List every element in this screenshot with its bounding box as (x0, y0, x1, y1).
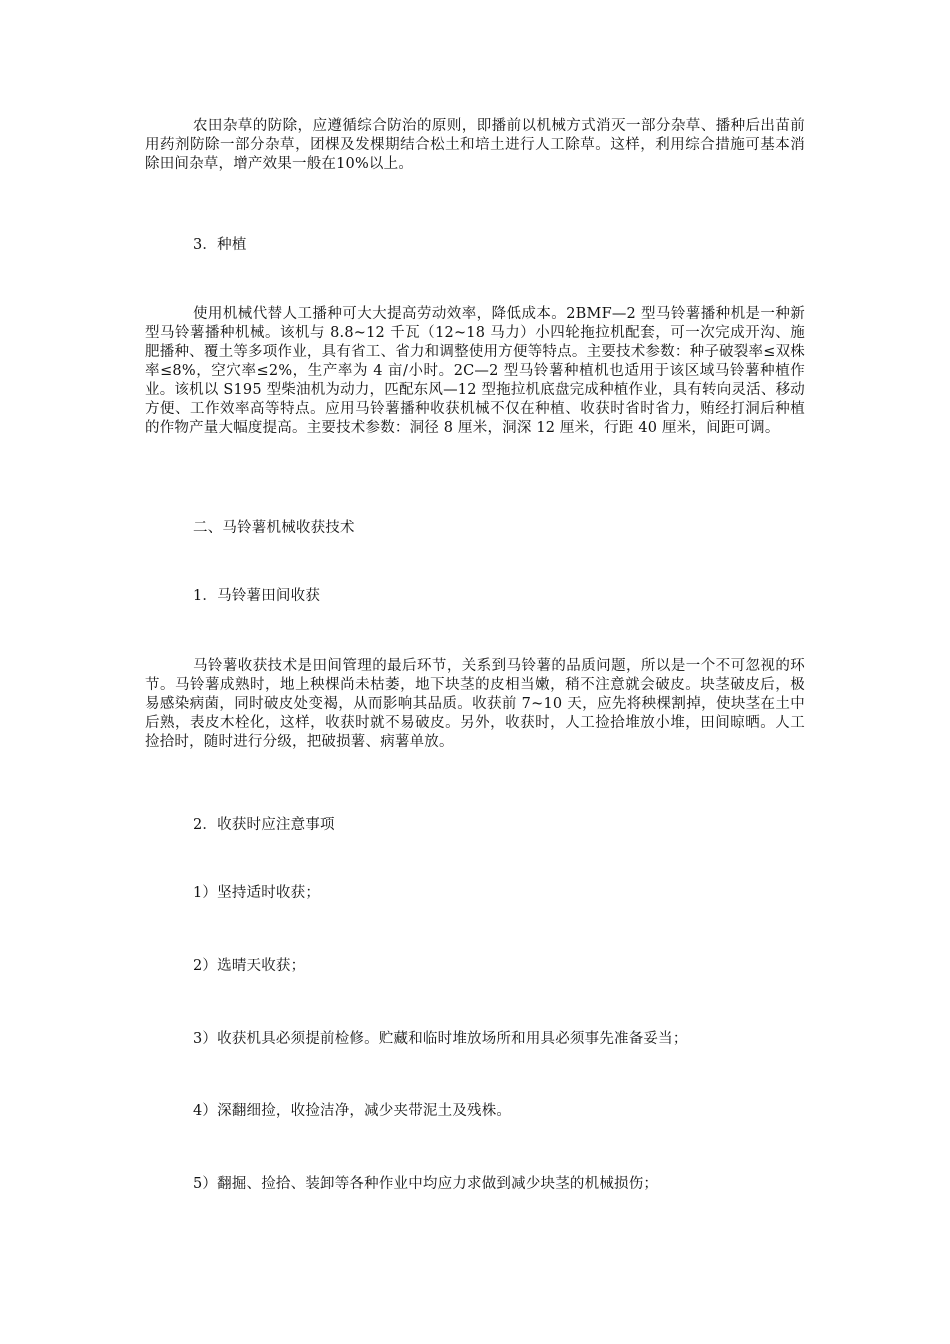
heading-planting: 3．种植 (193, 237, 247, 253)
heading-field-harvest: 1．马铃薯田间收获 (193, 588, 321, 604)
paragraph-planting: 使用机械代替人工播种可大大提高劳动效率，降低成本。2BMF—2 型马铃薯播种机是一种新型马铃薯播种机械。该机与 8.8~12 千瓦（12~18 马力）小四轮拖拉机配套，可一次完成开沟、施肥播种、覆土等多项作业，具有省工、省力和调整使用方便等特点。主要技术参数：种子破裂率≤双株率≤8%，空穴率≤2%，生产率为 4 亩/小时。2C—2 型马铃薯种植机也适用于该区域马铃薯种植作业。该机以 S195 型柴油机为动力，匹配东风—12 型拖拉机底盘完成种植作业，具有转向灵活、移动方便、工作效率高等特点。应用马铃薯播种收获机械不仅在种植、收获时省时省力，贿经打洞后种植的作物产量大幅度提高。主要技术参数：洞径 8 厘米，洞深 12 厘米，行距 40 厘米，间距可调。 (145, 306, 805, 436)
heading-harvest-notes: 2．收获时应注意事项 (193, 817, 335, 833)
paragraph-harvest: 马铃薯收获技术是田间管理的最后环节，关系到马铃薯的品质问题，所以是一个不可忽视的环节。马铃薯成熟时，地上秧棵尚未枯萎，地下块茎的皮相当嫩，稍不注意就会破皮。块茎破皮后，极易感染病菌，同时破皮处变褐，从而影响其品质。收获前 7~10 天，应先将秧棵割掉，使块茎在土中后熟，表皮木栓化，这样，收获时就不易破皮。另外，收获时，人工捡拾堆放小堆，田间晾晒。人工捡拾时，随时进行分级，把破损薯、病薯单放。 (145, 658, 805, 750)
list-item: 5）翻掘、捡拾、装卸等各种作业中均应力求做到减少块茎的机械损伤； (193, 1176, 659, 1192)
list-item: 4）深翻细捡，收捡洁净，减少夹带泥土及残株。 (193, 1103, 512, 1119)
list-item: 2）选晴天收获； (193, 958, 306, 974)
list-item: 3）收获机具必须提前检修。贮藏和临时堆放场所和用具必须事先准备妥当； (193, 1031, 688, 1047)
list-item: 1）坚持适时收获； (193, 885, 321, 901)
paragraph-weed-control: 农田杂草的防除，应遵循综合防治的原则，即播前以机械方式消灭一部分杂草、播种后出苗前用药剂防除一部分杂草，团棵及发棵期结合松土和培土进行人工除草。这样，利用综合措施可基本消除田间杂草，增产效果一般在10%以上。 (145, 118, 805, 172)
heading-section-2: 二、马铃薯机械收获技术 (193, 520, 355, 536)
